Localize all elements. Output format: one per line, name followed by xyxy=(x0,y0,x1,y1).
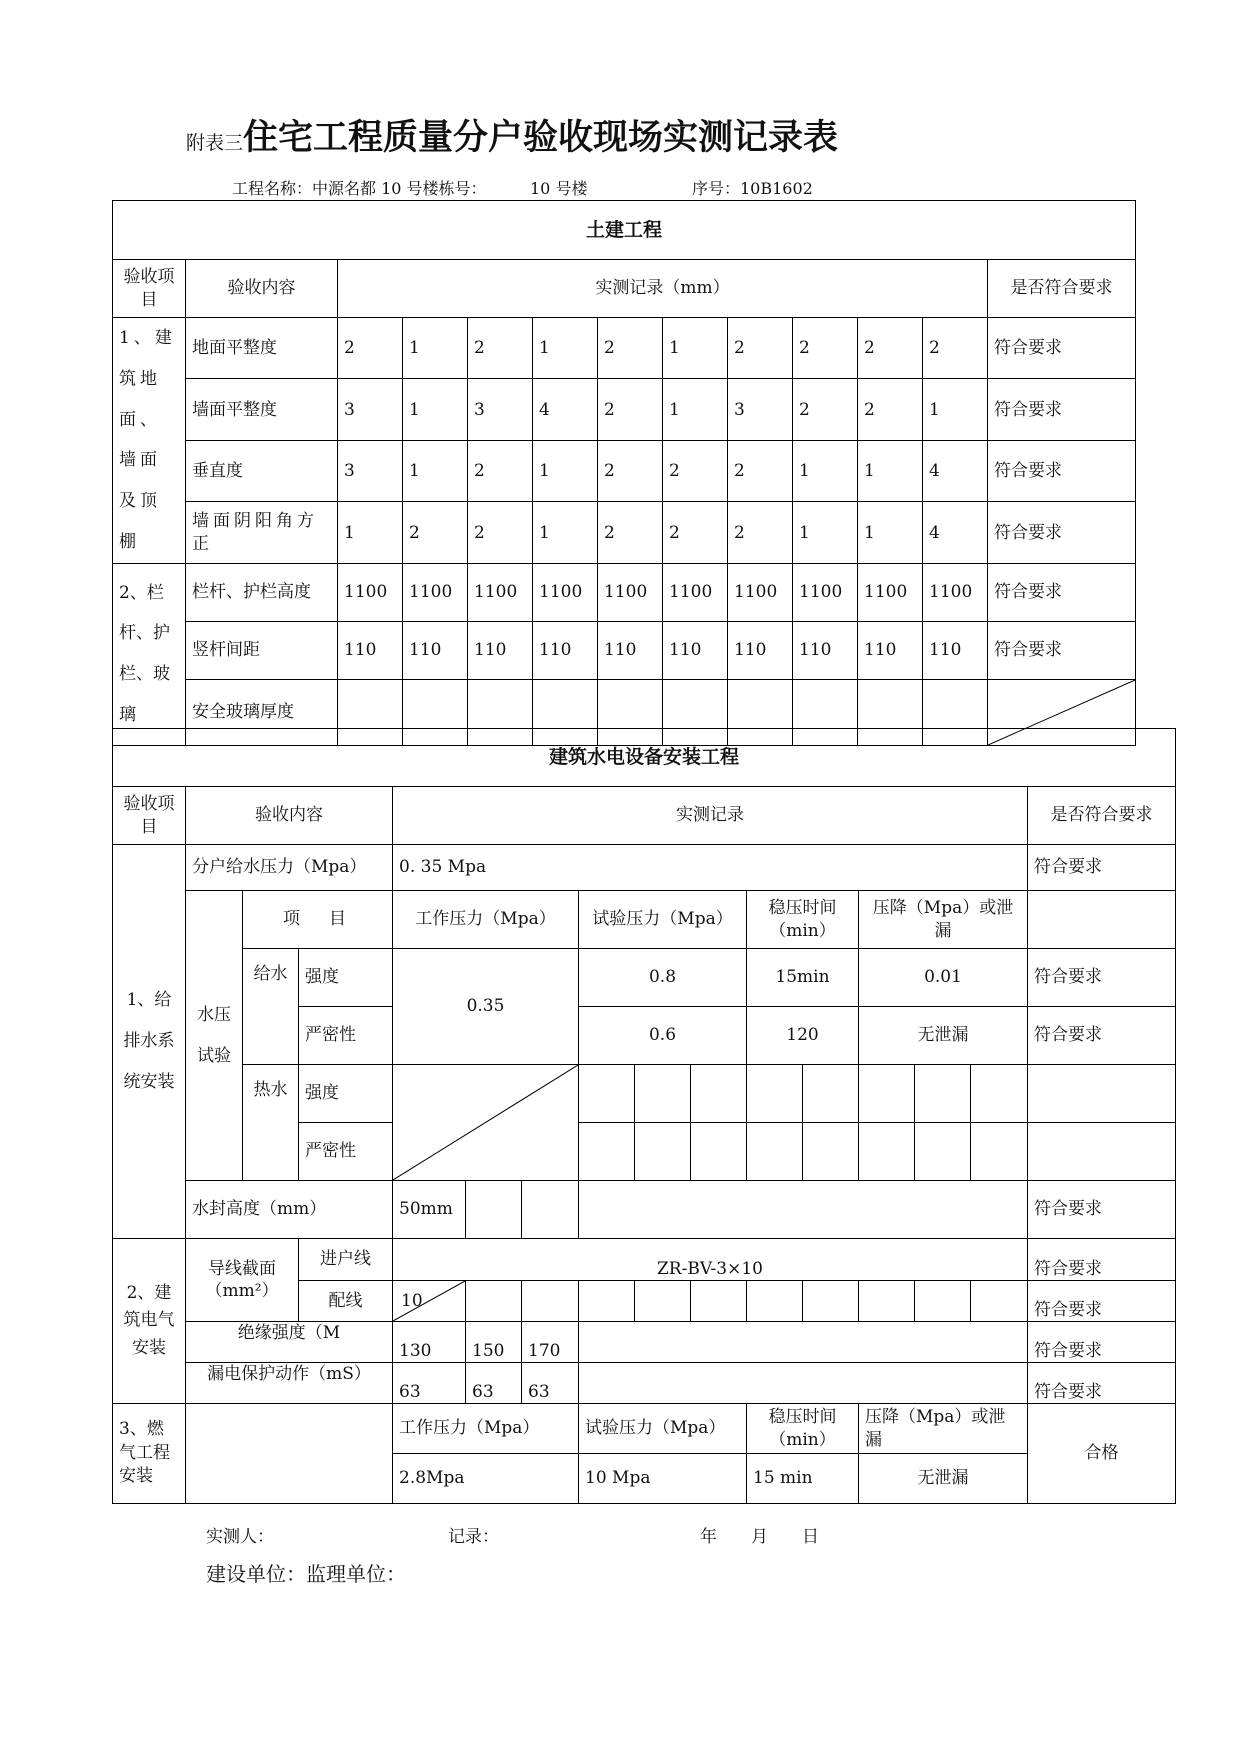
hot-cell xyxy=(635,1123,691,1181)
hot-strength-label: 强度 xyxy=(299,1065,393,1123)
insulation-value: 130 xyxy=(393,1322,466,1363)
civil-cell: 1 xyxy=(663,318,728,379)
civil-section-title: 土建工程 xyxy=(113,201,1136,260)
tight-time-value: 120 xyxy=(747,1007,859,1065)
hot-cell xyxy=(579,1065,635,1123)
distribution-value-cell xyxy=(393,1281,466,1322)
leakage-label: 漏电保护动作（mS） xyxy=(186,1363,393,1404)
insulation-cell xyxy=(579,1322,1028,1363)
gas-col-drop: 压降（Mpa）或泄漏 xyxy=(859,1404,1028,1454)
hot-tightness-label: 严密性 xyxy=(299,1123,393,1181)
civil-cell: 1100 xyxy=(468,563,533,621)
civil-cell: 2 xyxy=(728,318,793,379)
dist-cell xyxy=(803,1281,859,1322)
gas-col-time: 稳压时间（min） xyxy=(747,1404,859,1454)
civil-cell: 1 xyxy=(663,379,728,440)
title-main: 住宅工程质量分户验收现场实测记录表 xyxy=(243,118,839,158)
seal-cell xyxy=(579,1181,1028,1239)
civil-row-label: 垂直度 xyxy=(186,440,338,501)
hot-cell xyxy=(859,1065,915,1123)
hot-cell xyxy=(859,1123,915,1181)
civil-cell: 2 xyxy=(468,440,533,501)
insulation-value: 170 xyxy=(522,1322,579,1363)
hot-work-diagonal xyxy=(393,1065,579,1181)
hot-cell xyxy=(747,1065,803,1123)
mep-header-item: 验收项目 xyxy=(113,787,186,845)
civil-cell: 2 xyxy=(598,379,663,440)
civil-cell: 1 xyxy=(793,502,858,563)
leakage-value: 63 xyxy=(466,1363,522,1404)
civil-cell: 4 xyxy=(533,379,598,440)
leakage-result: 符合要求 xyxy=(1028,1363,1176,1404)
civil-cell: 1100 xyxy=(403,563,468,621)
dist-cell xyxy=(915,1281,971,1322)
title-prefix: 附表三 xyxy=(186,132,244,154)
civil-cell: 1100 xyxy=(663,563,728,621)
mep-header-record: 实测记录 xyxy=(393,787,1028,845)
tight-drop-value: 无泄漏 xyxy=(859,1007,1028,1065)
civil-cell: 1 xyxy=(533,502,598,563)
wire-section-label: 导线截面（mm²） xyxy=(186,1239,299,1322)
hot-cell xyxy=(747,1123,803,1181)
civil-cell: 4 xyxy=(923,440,988,501)
pressure-value: 0. 35 Mpa xyxy=(393,845,1028,891)
civil-cell: 1 xyxy=(923,379,988,440)
gas-test-value: 10 Mpa xyxy=(579,1454,747,1504)
strength-test-value: 0.8 xyxy=(579,949,747,1007)
project-label: 工程名称：中源名都 10 号楼栋号： xyxy=(232,179,487,198)
leakage-cell xyxy=(579,1363,1028,1404)
civil-cell: 1 xyxy=(858,440,923,501)
civil-result: 符合要求 xyxy=(988,440,1136,501)
incoming-label: 进户线 xyxy=(299,1239,393,1281)
civil-cell: 3 xyxy=(468,379,533,440)
civil-result: 符合要求 xyxy=(988,318,1136,379)
mep-table xyxy=(112,728,1176,1504)
civil-group-2: 2、栏杆、护栏、玻璃 xyxy=(113,563,186,745)
hot-cell xyxy=(803,1123,859,1181)
civil-cell: 4 xyxy=(923,502,988,563)
insulation-value: 150 xyxy=(466,1322,522,1363)
hot-cell xyxy=(915,1065,971,1123)
civil-cell: 1100 xyxy=(923,563,988,621)
civil-header-record: 实测记录（mm） xyxy=(338,260,988,318)
civil-row-label: 墙面平整度 xyxy=(186,379,338,440)
strength-label: 强度 xyxy=(299,949,393,1007)
dist-cell xyxy=(466,1281,522,1322)
civil-cell: 1 xyxy=(403,440,468,501)
civil-cell: 1100 xyxy=(598,563,663,621)
col-test-pressure: 试验压力（Mpa） xyxy=(579,891,747,949)
civil-cell: 1100 xyxy=(728,563,793,621)
hot-water-label: 热水 xyxy=(243,1065,299,1181)
civil-cell: 110 xyxy=(858,621,923,679)
civil-cell: 2 xyxy=(403,502,468,563)
civil-cell: 1 xyxy=(858,502,923,563)
gas-result: 合格 xyxy=(1028,1404,1176,1504)
hot-result xyxy=(1028,1123,1176,1181)
civil-group-1: 1、建筑地面、墙面及顶棚 xyxy=(113,318,186,564)
civil-row-label: 安全玻璃厚度 xyxy=(186,679,338,745)
dist-cell xyxy=(859,1281,915,1322)
insulation-result: 符合要求 xyxy=(1028,1322,1176,1363)
electrical-group: 2、建筑电气安装 xyxy=(113,1239,186,1404)
col-hold-time: 稳压时间（min） xyxy=(747,891,859,949)
civil-cell: 2 xyxy=(793,318,858,379)
civil-cell: 1 xyxy=(533,318,598,379)
civil-cell: 1 xyxy=(533,440,598,501)
seal-cell xyxy=(522,1181,579,1239)
seal-cell xyxy=(466,1181,522,1239)
dist-cell xyxy=(635,1281,691,1322)
col-work-pressure: 工作压力（Mpa） xyxy=(393,891,579,949)
gas-col-work: 工作压力（Mpa） xyxy=(393,1404,579,1454)
mep-header-conform: 是否符合要求 xyxy=(1028,787,1176,845)
recorder-label: 记录： xyxy=(448,1527,499,1547)
gas-group: 3、燃气工程安装 xyxy=(113,1404,186,1504)
civil-result: 符合要求 xyxy=(988,621,1136,679)
mep-header-content: 验收内容 xyxy=(186,787,393,845)
tight-result: 符合要求 xyxy=(1028,1007,1176,1065)
civil-cell: 3 xyxy=(338,440,403,501)
document-title xyxy=(186,110,838,160)
gas-work-value: 2.8Mpa xyxy=(393,1454,579,1504)
insulation-label: 绝缘强度（M xyxy=(186,1322,393,1363)
tight-test-value: 0.6 xyxy=(579,1007,747,1065)
hot-cell xyxy=(579,1123,635,1181)
hot-cell xyxy=(915,1123,971,1181)
leakage-value: 63 xyxy=(393,1363,466,1404)
leakage-value: 63 xyxy=(522,1363,579,1404)
civil-row-label: 墙面阴阳角方正 xyxy=(186,502,338,563)
hot-cell xyxy=(691,1123,747,1181)
civil-cell: 1 xyxy=(338,502,403,563)
civil-cell: 1100 xyxy=(793,563,858,621)
supply-label: 给水 xyxy=(243,949,299,1065)
civil-cell: 2 xyxy=(728,502,793,563)
civil-cell: 2 xyxy=(858,379,923,440)
civil-cell: 1 xyxy=(793,440,858,501)
civil-cell: 3 xyxy=(728,379,793,440)
civil-cell: 1100 xyxy=(533,563,598,621)
col-pressure-drop: 压降（Mpa）或泄漏 xyxy=(859,891,1028,949)
col-item: 项 目 xyxy=(243,891,393,949)
strength-drop-value: 0.01 xyxy=(859,949,1028,1007)
work-pressure-value: 0.35 xyxy=(393,949,579,1065)
date-label: 年 月 日 xyxy=(700,1527,819,1547)
gas-col-test: 试验压力（Mpa） xyxy=(579,1404,747,1454)
dist-cell xyxy=(579,1281,635,1322)
civil-cell: 110 xyxy=(468,621,533,679)
civil-cell: 2 xyxy=(338,318,403,379)
plumbing-group: 1、给排水系统安装 xyxy=(113,845,186,1239)
subheader-blank xyxy=(1028,891,1176,949)
distribution-result: 符合要求 xyxy=(1028,1281,1176,1322)
pressure-result: 符合要求 xyxy=(1028,845,1176,891)
civil-cell: 2 xyxy=(598,502,663,563)
civil-cell: 110 xyxy=(728,621,793,679)
gas-drop-value: 无泄漏 xyxy=(859,1454,1028,1504)
civil-cell: 110 xyxy=(403,621,468,679)
hot-cell xyxy=(803,1065,859,1123)
dist-cell xyxy=(691,1281,747,1322)
measurer-label: 实测人： xyxy=(206,1527,274,1547)
strength-time-value: 15min xyxy=(747,949,859,1007)
hot-cell xyxy=(971,1065,1028,1123)
civil-cell: 2 xyxy=(598,318,663,379)
civil-cell: 110 xyxy=(663,621,728,679)
units-label: 建设单位：监理单位： xyxy=(206,1562,406,1586)
civil-header-content: 验收内容 xyxy=(186,260,338,318)
hot-result xyxy=(1028,1065,1176,1123)
gas-content-blank xyxy=(186,1404,393,1504)
strength-result: 符合要求 xyxy=(1028,949,1176,1007)
gas-time-value: 15 min xyxy=(747,1454,859,1504)
civil-result: 符合要求 xyxy=(988,502,1136,563)
dist-cell xyxy=(971,1281,1028,1322)
civil-table xyxy=(112,200,1136,746)
hot-cell xyxy=(691,1065,747,1123)
civil-header-item: 验收项目 xyxy=(113,260,186,318)
incoming-value: ZR-BV-3×10 xyxy=(393,1239,1028,1281)
civil-cell: 110 xyxy=(338,621,403,679)
civil-row-label: 地面平整度 xyxy=(186,318,338,379)
dist-cell xyxy=(522,1281,579,1322)
incoming-result: 符合要求 xyxy=(1028,1239,1176,1281)
civil-cell: 1100 xyxy=(858,563,923,621)
civil-cell: 1100 xyxy=(338,563,403,621)
hot-cell xyxy=(971,1123,1028,1181)
civil-cell: 2 xyxy=(858,318,923,379)
tightness-label: 严密性 xyxy=(299,1007,393,1065)
pressure-label: 分户给水压力（Mpa） xyxy=(186,845,393,891)
civil-cell: 110 xyxy=(533,621,598,679)
civil-cell: 2 xyxy=(598,440,663,501)
serial-label: 序号：10B1602 xyxy=(692,179,813,198)
civil-cell: 2 xyxy=(793,379,858,440)
civil-row-label: 竖杆间距 xyxy=(186,621,338,679)
building-label: 10 号楼 xyxy=(530,179,588,198)
civil-cell: 2 xyxy=(663,440,728,501)
civil-header-conform: 是否符合要求 xyxy=(988,260,1136,318)
hot-cell xyxy=(635,1065,691,1123)
civil-cell: 110 xyxy=(598,621,663,679)
distribution-value: 10 xyxy=(401,1290,423,1311)
civil-result: 符合要求 xyxy=(988,379,1136,440)
distribution-label: 配线 xyxy=(299,1281,393,1322)
civil-cell: 2 xyxy=(468,502,533,563)
civil-cell: 2 xyxy=(923,318,988,379)
civil-cell: 110 xyxy=(923,621,988,679)
civil-cell: 2 xyxy=(468,318,533,379)
civil-result: 符合要求 xyxy=(988,563,1136,621)
civil-cell: 1 xyxy=(403,379,468,440)
seal-value: 50mm xyxy=(393,1181,466,1239)
mep-section-title: 建筑水电设备安装工程 xyxy=(113,729,1176,787)
seal-label: 水封高度（mm） xyxy=(186,1181,393,1239)
civil-row-label: 栏杆、护栏高度 xyxy=(186,563,338,621)
civil-cell: 2 xyxy=(728,440,793,501)
dist-cell xyxy=(747,1281,803,1322)
civil-cell: 3 xyxy=(338,379,403,440)
civil-cell: 1 xyxy=(403,318,468,379)
seal-result: 符合要求 xyxy=(1028,1181,1176,1239)
civil-cell: 110 xyxy=(793,621,858,679)
civil-cell: 2 xyxy=(663,502,728,563)
water-test-group: 水压试验 xyxy=(186,891,243,1181)
